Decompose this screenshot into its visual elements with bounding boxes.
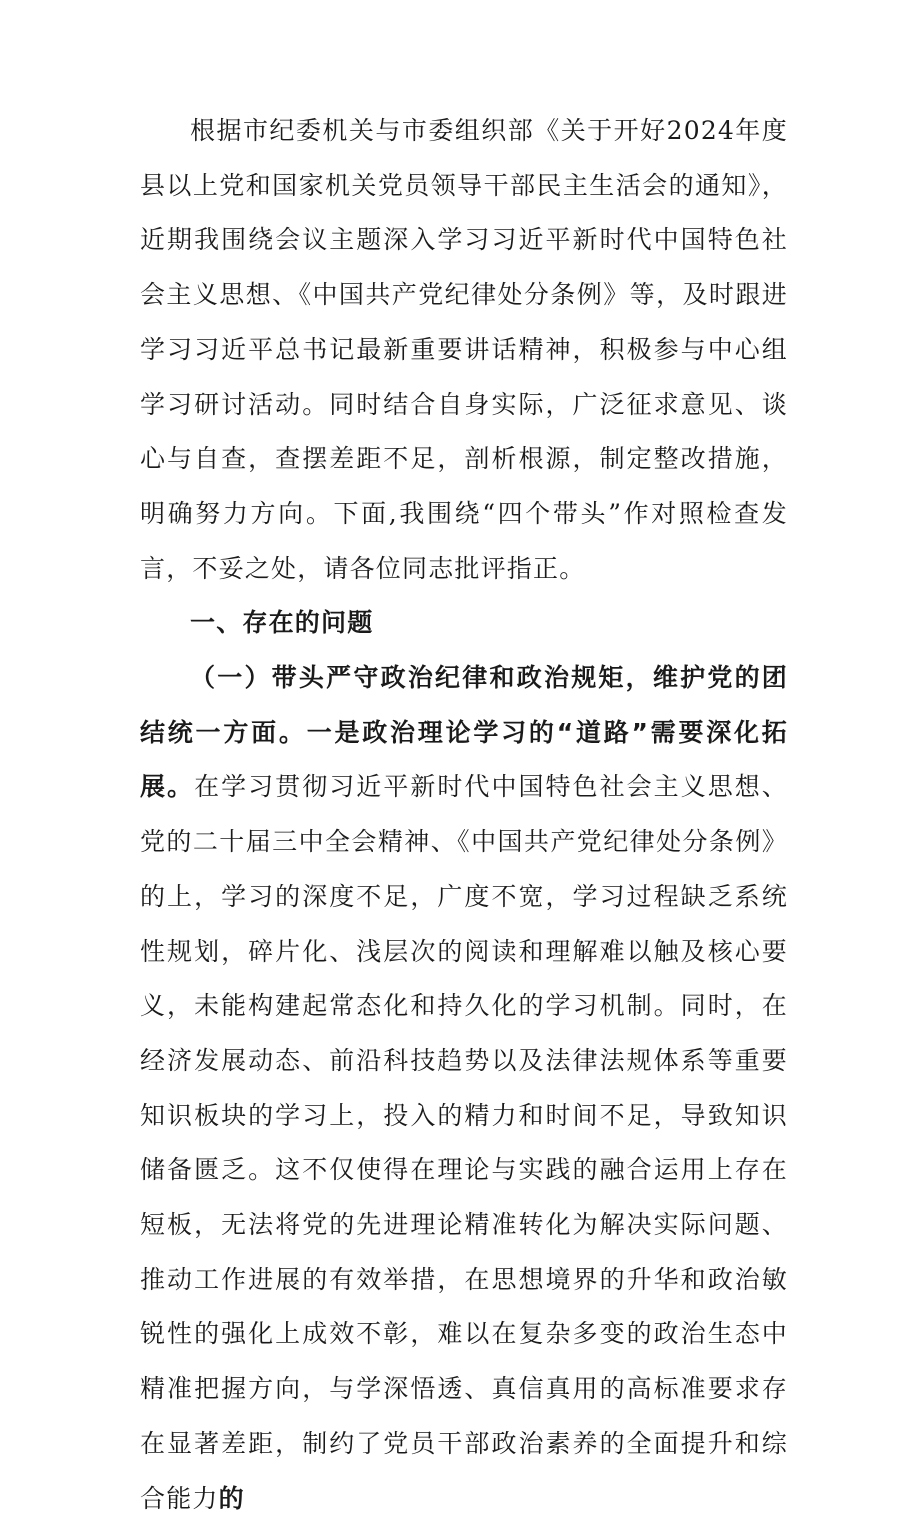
intro-paragraph: 根据市纪委机关与市委组织部《关于开好2024年度县以上党和国家机关党员领导干部民主生活会的通知》，近期我围绕会议主题深入学习习近平新时代中国特色社会主义思想、《中国共产党纪律处分条例》等，及时跟进学习习近平总书记最新重要讲话精神，积极参与中心组学习研讨活动。同时结合自身实际，广泛征求意见、谈心与自查，查摆差距不足，剖析根源，制定整改措施，明确努力方向。下面,我围绕“四个带头”作对照检查发言，不妥之处，请各位同志批评指正。 [140, 116, 788, 583]
section-heading: 一、存在的问题 [190, 608, 374, 638]
body-paragraph [140, 651, 788, 1526]
subsection-heading: （一）带头严守政治纪律和政治规矩，维护党的团结统一方面。 [140, 663, 788, 747]
document-page [140, 104, 788, 1526]
point-heading: 一是政治理论学习的“道路”需要深化拓展。 [140, 717, 789, 802]
point-body: 在学习贯彻习近平新时代中国特色社会主义思想、党的二十届三中全会精神、《中国共产党纪律处分条例》的上，学习的深度不足，广度不宽，学习过程缺乏系统性规划，碎片化、浅层次的阅读和理解难以触及核心要义，未能构建起常态化和持久化的学习机制。同时，在经济发展动态、前沿科技趋势以及法律法规体系等重要知识板块的学习上，投入的精力和时间不足，导致知识储备匮乏。这不仅使得在理论与实践的融合运用上存在短板，无法将党的先进理论精准转化为解决实际问题、推动工作进展的有效举措，在思想境界的升华和政治敏锐性的强化上成效不彰，难以在复杂多变的政治生态中精准把握方向，与学深悟透、真信真用的高标准要求存在显著差距，制约了党员干部政治素养的全面提升和综合能力 [140, 772, 788, 1513]
point-tail: 的 [218, 1483, 245, 1513]
